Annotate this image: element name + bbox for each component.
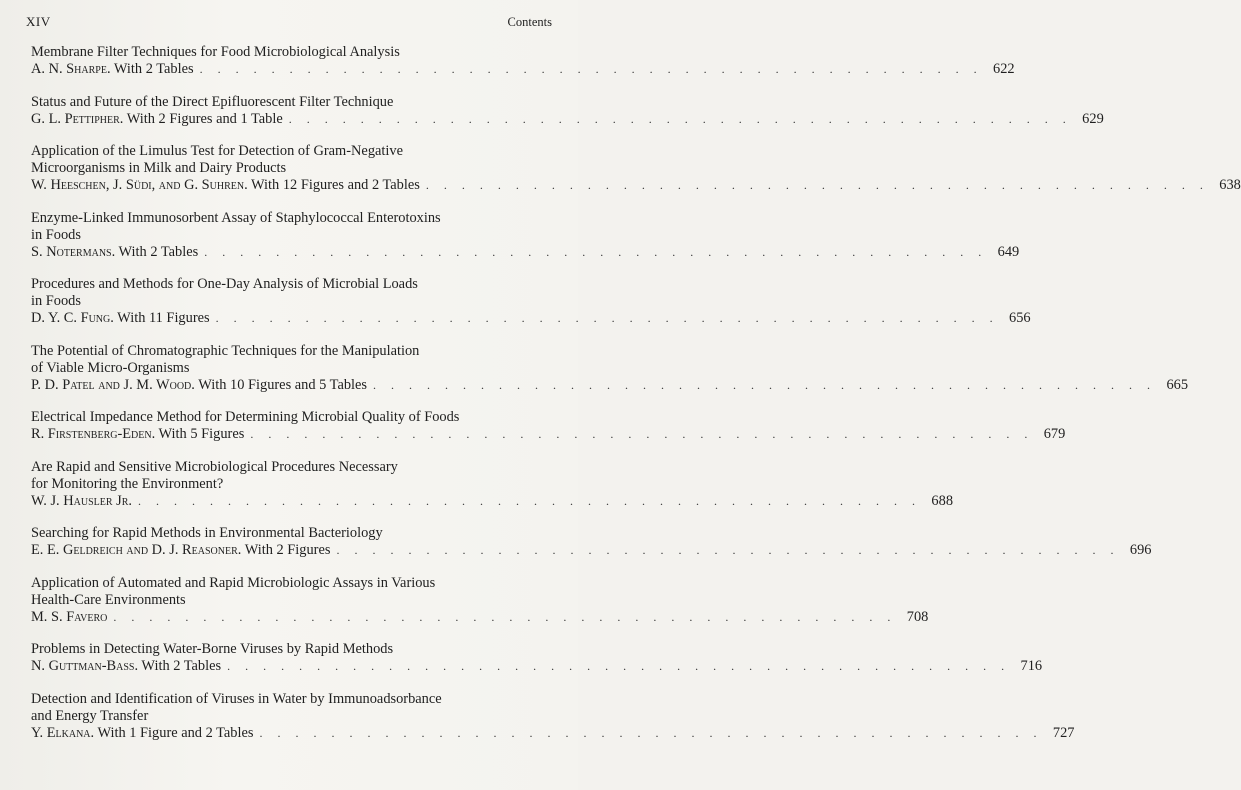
entry-author: W. J. Hausler Jr.	[31, 492, 133, 509]
entry-title-line: Application of the Limulus Test for Detection of Gram-Negative	[31, 143, 403, 159]
dot-leader: . . . . . . . . . . . . . . . . . . . . . . . . . . . . . . . . . . . . . . . . . . . .	[215, 311, 999, 325]
entry-page-number: 649	[997, 243, 1020, 260]
entry-title-line: Application of Automated and Rapid Microbiologic Assays in Various	[31, 574, 436, 591]
entry-author-line	[31, 61, 1015, 78]
entry-author-group	[31, 244, 198, 261]
entry-author: R. Firstenberg-Eden	[31, 426, 152, 442]
entry-title-line: Microorganisms in Milk and Dairy Products	[31, 160, 287, 176]
entry-author: S. Notermans	[31, 243, 112, 260]
contents-entry	[31, 93, 1104, 128]
dot-leader: . . . . . . . . . . . . . . . . . . . . . . . . . . . . . . . . . . . . . . . . . . . .	[138, 493, 922, 508]
dot-leader: . . . . . . . . . . . . . . . . . . . . . . . . . . . . . . . . . . . . . . . . . . . .	[373, 377, 1157, 392]
entry-page-number: 679	[1043, 426, 1066, 442]
entry-page-number: 716	[1020, 658, 1043, 674]
entry-title-line: Procedures and Methods for One-Day Analysis of Microbial Loads	[31, 276, 418, 292]
entry-figures-note: . With 2 Figures and 1 Table	[119, 110, 283, 127]
entry-author-line	[31, 310, 1031, 327]
entry-figures-note: . With 12 Figures and 2 Tables	[244, 177, 420, 193]
entry-title-line: in Foods	[31, 293, 81, 309]
contents-entry	[31, 44, 1015, 78]
page-folio: XIV	[26, 14, 51, 29]
entry-title-line: Problems in Detecting Water-Borne Viruses by Rapid Methods	[31, 641, 394, 657]
entry-author: G. L. Pettipher	[31, 110, 120, 127]
entry-page-number: 708	[906, 608, 929, 625]
entry-author-group	[31, 493, 132, 510]
contents-entry	[31, 342, 1189, 394]
entry-author-line	[31, 724, 1075, 742]
entry-author-line	[31, 376, 1189, 394]
entry-author: M. S. Favero	[31, 608, 108, 625]
entry-author-line	[31, 177, 1241, 194]
entry-author-line	[31, 608, 929, 626]
entry-page-number: 665	[1166, 376, 1189, 393]
entry-title-line: Electrical Impedance Method for Determining Microbial Quality of Foods	[31, 409, 460, 425]
dot-leader: . . . . . . . . . . . . . . . . . . . . . . . . . . . . . . . . . . . . . . . . . . . .	[288, 111, 1072, 126]
entry-title-line: and Energy Transfer	[31, 707, 149, 724]
entry-author: N. Guttman-Bass	[31, 658, 135, 674]
entry-author: D. Y. C. Fung	[31, 310, 111, 326]
entry-title-line: for Monitoring the Environment?	[31, 475, 224, 492]
entry-figures-note: . With 2 Tables	[134, 658, 222, 674]
dot-leader: . . . . . . . . . . . . . . . . . . . . . . . . . . . . . . . . . . . . . . . . . . . .	[259, 725, 1043, 740]
contents-entry	[31, 690, 1075, 742]
entry-figures-note: . With 10 Figures and 5 Tables	[191, 376, 368, 393]
entry-author-group	[31, 725, 254, 742]
entry-author: W. Heeschen, J. Südi, and G. Suhren	[31, 177, 245, 193]
entry-author-group	[31, 609, 107, 626]
dot-leader: . . . . . . . . . . . . . . . . . . . . . . . . . . . . . . . . . . . . . . . . . . . .	[204, 244, 988, 259]
entry-page-number: 696	[1129, 542, 1152, 558]
entry-author-group	[31, 61, 194, 78]
dot-leader: . . . . . . . . . . . . . . . . . . . . . . . . . . . . . . . . . . . . . . . . . . . .	[199, 62, 983, 76]
entry-author-group	[31, 658, 221, 675]
dot-leader: . . . . . . . . . . . . . . . . . . . . . . . . . . . . . . . . . . . . . . . . . . . .	[250, 427, 1034, 441]
entry-title-line: The Potential of Chromatographic Techniques for the Manipulation	[31, 342, 420, 359]
entry-title-line: Membrane Filter Techniques for Food Microbiological Analysis	[31, 44, 400, 60]
dot-leader: . . . . . . . . . . . . . . . . . . . . . . . . . . . . . . . . . . . . . . . . . . . .	[425, 178, 1209, 192]
entry-author-group	[31, 426, 244, 443]
entry-author-group	[31, 542, 330, 559]
entry-title-line: of Viable Micro-Organisms	[31, 359, 190, 376]
entry-page-number: 629	[1082, 110, 1104, 127]
entry-author-line	[31, 542, 1152, 559]
entry-figures-note: . With 2 Figures	[237, 542, 331, 558]
dot-leader: . . . . . . . . . . . . . . . . . . . . . . . . . . . . . . . . . . . . . . . . . . . .	[336, 543, 1120, 557]
entry-author: P. D. Patel and J. M. Wood	[31, 376, 192, 393]
entry-title-line: Detection and Identification of Viruses in Water by Immunoadsorbance	[31, 690, 442, 707]
entry-author: E. E. Geldreich and D. J. Reasoner	[31, 542, 238, 558]
running-head	[26, 14, 552, 30]
entry-author: Y. Elkana	[31, 724, 91, 741]
contents-entry	[31, 641, 1043, 675]
entry-figures-note: . With 5 Figures	[151, 426, 245, 442]
entry-figures-note: . With 2 Tables	[111, 243, 199, 260]
section-heading: Contents	[507, 15, 552, 29]
entry-author-group	[31, 310, 210, 327]
entry-page-number: 656	[1009, 310, 1031, 326]
entry-title-line: Are Rapid and Sensitive Microbiological Procedures Necessary	[31, 458, 398, 475]
entry-author-line	[31, 492, 954, 510]
entry-author-line	[31, 110, 1104, 128]
contents-entry	[31, 276, 1031, 327]
contents-entry	[31, 458, 954, 510]
entry-title-line: Status and Future of the Direct Epifluorescent Filter Technique	[31, 93, 394, 110]
entry-title-line: Health-Care Environments	[31, 591, 186, 608]
entry-page-number: 622	[993, 61, 1015, 77]
contents-list	[31, 44, 1241, 757]
entry-figures-note: . With 2 Tables	[106, 61, 194, 77]
entry-author-line	[31, 658, 1043, 675]
contents-entry	[31, 574, 929, 626]
contents-entry	[31, 525, 1152, 559]
entry-page-number: 688	[931, 492, 954, 509]
contents-entry	[31, 143, 1241, 194]
contents-entry	[31, 409, 1066, 443]
entry-figures-note: . With 11 Figures	[110, 310, 210, 326]
entry-author-line	[31, 243, 1020, 261]
contents-entry	[31, 209, 1020, 261]
entry-title-line: Enzyme-Linked Immunosorbent Assay of Staphylococcal Enterotoxins	[31, 209, 441, 226]
entry-page-number: 727	[1052, 724, 1075, 741]
entry-title-line: Searching for Rapid Methods in Environmental Bacteriology	[31, 525, 383, 541]
entry-author: A. N. Sharpe	[31, 61, 107, 77]
entry-author-group	[31, 111, 283, 128]
dot-leader: . . . . . . . . . . . . . . . . . . . . . . . . . . . . . . . . . . . . . . . . . . . .	[227, 659, 1011, 673]
entry-figures-note: . With 1 Figure and 2 Tables	[90, 724, 254, 741]
dot-leader: . . . . . . . . . . . . . . . . . . . . . . . . . . . . . . . . . . . . . . . . . . . .	[113, 609, 897, 624]
entry-author-group	[31, 177, 420, 194]
entry-page-number: 638	[1219, 177, 1241, 193]
entry-author-line	[31, 426, 1066, 443]
entry-title-line: in Foods	[31, 226, 81, 243]
entry-author-group	[31, 377, 367, 394]
